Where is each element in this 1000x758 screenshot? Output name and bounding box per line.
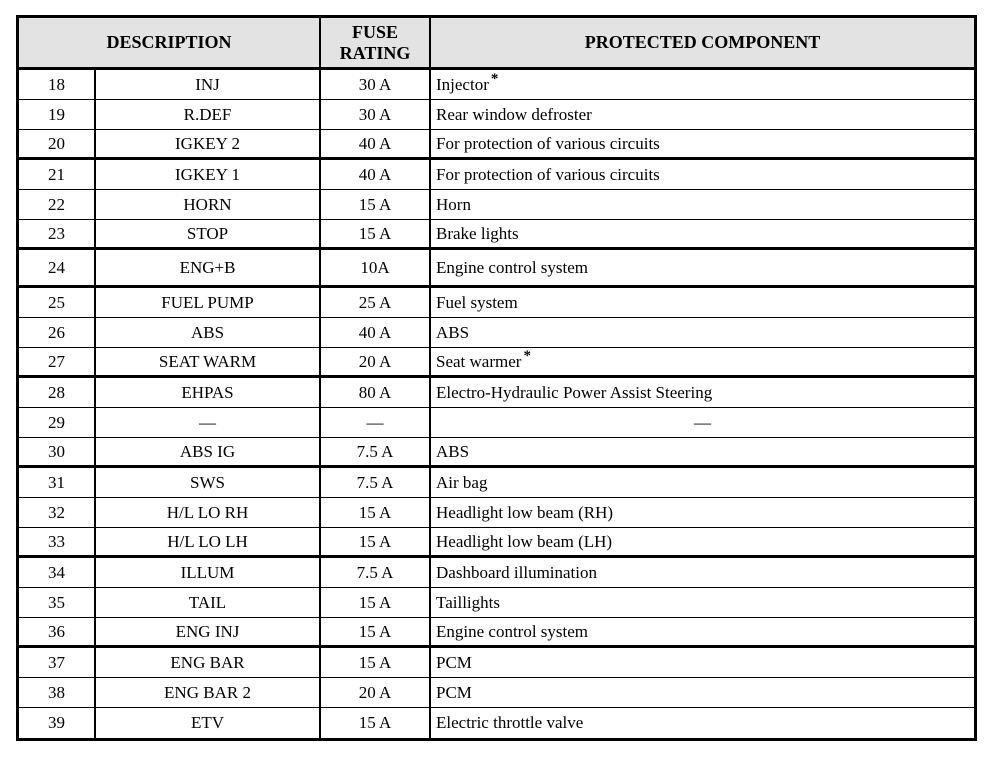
protected-component-cell: Injector * <box>436 70 499 94</box>
fuse-name-cell: H/L LO LH <box>96 528 321 555</box>
fuse-number-cell: 33 <box>19 528 96 555</box>
protected-component-cell: ABS <box>436 441 470 461</box>
fuse-name-cell: ENG+B <box>96 250 321 285</box>
fuse-number-cell: 19 <box>19 100 96 129</box>
table-row <box>19 498 974 528</box>
fuse-number-cell: 30 <box>19 438 96 465</box>
protected-component-cell: PCM <box>436 652 472 672</box>
table-row <box>19 438 974 468</box>
fuse-rating-cell: 80 A <box>321 378 431 407</box>
fuse-rating-cell: 7.5 A <box>321 438 431 465</box>
protected-component-cell: Brake lights <box>436 223 519 243</box>
table-row <box>19 100 974 130</box>
fuse-number-cell: 27 <box>19 348 96 375</box>
fuse-name-cell: ENG BAR <box>96 648 321 677</box>
protected-component-cell: Electro-Hydraulic Power Assist Steering <box>436 382 713 402</box>
fuse-number-cell: 18 <box>19 70 96 99</box>
fuse-rating-cell: 10A <box>321 250 431 285</box>
fuse-rating-cell: 15 A <box>321 618 431 645</box>
fuse-rating-cell: 15 A <box>321 498 431 527</box>
table-row <box>19 288 974 318</box>
fuse-name-cell: ENG INJ <box>96 618 321 645</box>
fuse-name-cell: INJ <box>96 70 321 99</box>
fuse-name-cell: — <box>96 408 321 437</box>
protected-component-cell: Air bag <box>436 472 488 492</box>
fuse-rating-cell: 15 A <box>321 220 431 247</box>
protected-component-cell: Horn <box>436 194 471 214</box>
fuse-number-cell: 37 <box>19 648 96 677</box>
fuse-number-cell: 36 <box>19 618 96 645</box>
fuse-number-cell: 21 <box>19 160 96 189</box>
protected-component-cell: Fuel system <box>436 292 518 312</box>
fuse-rating-cell: 15 A <box>321 708 431 738</box>
protected-component-cell: Headlight low beam (LH) <box>436 531 613 551</box>
fuse-number-cell: 23 <box>19 220 96 247</box>
table-row <box>19 190 974 220</box>
table-row <box>19 160 974 190</box>
protected-component-cell: Engine control system <box>436 621 589 641</box>
table-row <box>19 130 974 160</box>
fuse-rating-cell: 15 A <box>321 190 431 219</box>
fuse-name-cell: ILLUM <box>96 558 321 587</box>
table-header-row <box>19 18 974 70</box>
fuse-table <box>16 15 977 741</box>
fuse-name-cell: EHPAS <box>96 378 321 407</box>
table-row <box>19 378 974 408</box>
fuse-rating-cell: 15 A <box>321 588 431 617</box>
fuse-rating-cell: 40 A <box>321 318 431 347</box>
fuse-number-cell: 24 <box>19 250 96 285</box>
fuse-name-cell: R.DEF <box>96 100 321 129</box>
protected-component-cell: For protection of various circuits <box>436 133 660 153</box>
table-row <box>19 348 974 378</box>
fuse-name-cell: IGKEY 1 <box>96 160 321 189</box>
fuse-number-cell: 25 <box>19 288 96 317</box>
fuse-name-cell: FUEL PUMP <box>96 288 321 317</box>
protected-component-cell: Seat warmer * <box>436 348 531 371</box>
fuse-name-cell: ENG BAR 2 <box>96 678 321 707</box>
fuse-number-cell: 38 <box>19 678 96 707</box>
fuse-rating-header: FUSE RATING <box>321 18 431 67</box>
fuse-number-cell: 26 <box>19 318 96 347</box>
protected-component-cell: Engine control system <box>436 257 589 277</box>
fuse-rating-cell: 15 A <box>321 528 431 555</box>
table-row <box>19 678 974 708</box>
table-row <box>19 408 974 438</box>
fuse-name-cell: SEAT WARM <box>96 348 321 375</box>
fuse-rating-cell: 25 A <box>321 288 431 317</box>
protected-component-cell: — <box>694 412 711 432</box>
fuse-rating-cell: 20 A <box>321 678 431 707</box>
fuse-rating-cell: — <box>321 408 431 437</box>
fuse-rating-cell: 30 A <box>321 70 431 99</box>
fuse-rating-cell: 15 A <box>321 648 431 677</box>
table-row <box>19 708 974 738</box>
protected-component-cell: Electric throttle valve <box>436 713 584 732</box>
fuse-number-cell: 31 <box>19 468 96 497</box>
fuse-number-cell: 39 <box>19 708 96 738</box>
fuse-rating-cell: 40 A <box>321 160 431 189</box>
protected-component-cell: PCM <box>436 682 472 702</box>
protected-component-cell: Rear window defroster <box>436 104 592 124</box>
table-row <box>19 528 974 558</box>
fuse-name-cell: ABS IG <box>96 438 321 465</box>
fuse-table-body <box>19 70 974 738</box>
table-row <box>19 648 974 678</box>
fuse-rating-cell: 7.5 A <box>321 558 431 587</box>
fuse-number-cell: 22 <box>19 190 96 219</box>
protected-component-cell: ABS <box>436 322 470 342</box>
table-row <box>19 220 974 250</box>
fuse-name-cell: TAIL <box>96 588 321 617</box>
protected-component-cell: Taillights <box>436 592 500 612</box>
fuse-number-cell: 35 <box>19 588 96 617</box>
table-row <box>19 70 974 100</box>
description-header: DESCRIPTION <box>19 18 321 67</box>
table-row <box>19 618 974 648</box>
protected-component-cell: For protection of various circuits <box>436 164 660 184</box>
fuse-rating-cell: 30 A <box>321 100 431 129</box>
fuse-number-cell: 32 <box>19 498 96 527</box>
fuse-name-cell: IGKEY 2 <box>96 130 321 157</box>
fuse-name-cell: STOP <box>96 220 321 247</box>
fuse-name-cell: ABS <box>96 318 321 347</box>
fuse-number-cell: 28 <box>19 378 96 407</box>
protected-component-cell: Dashboard illumination <box>436 562 598 582</box>
fuse-name-cell: SWS <box>96 468 321 497</box>
table-row <box>19 250 974 288</box>
fuse-rating-cell: 7.5 A <box>321 468 431 497</box>
fuse-number-cell: 34 <box>19 558 96 587</box>
table-row <box>19 558 974 588</box>
fuse-rating-cell: 40 A <box>321 130 431 157</box>
table-row <box>19 468 974 498</box>
table-row <box>19 318 974 348</box>
fuse-number-cell: 20 <box>19 130 96 157</box>
fuse-name-cell: H/L LO RH <box>96 498 321 527</box>
table-row <box>19 588 974 618</box>
protected-component-cell: Headlight low beam (RH) <box>436 502 614 522</box>
protected-component-header: PROTECTED COMPONENT <box>584 32 821 53</box>
fuse-name-cell: HORN <box>96 190 321 219</box>
fuse-name-cell: ETV <box>96 708 321 738</box>
fuse-number-cell: 29 <box>19 408 96 437</box>
fuse-rating-cell: 20 A <box>321 348 431 375</box>
